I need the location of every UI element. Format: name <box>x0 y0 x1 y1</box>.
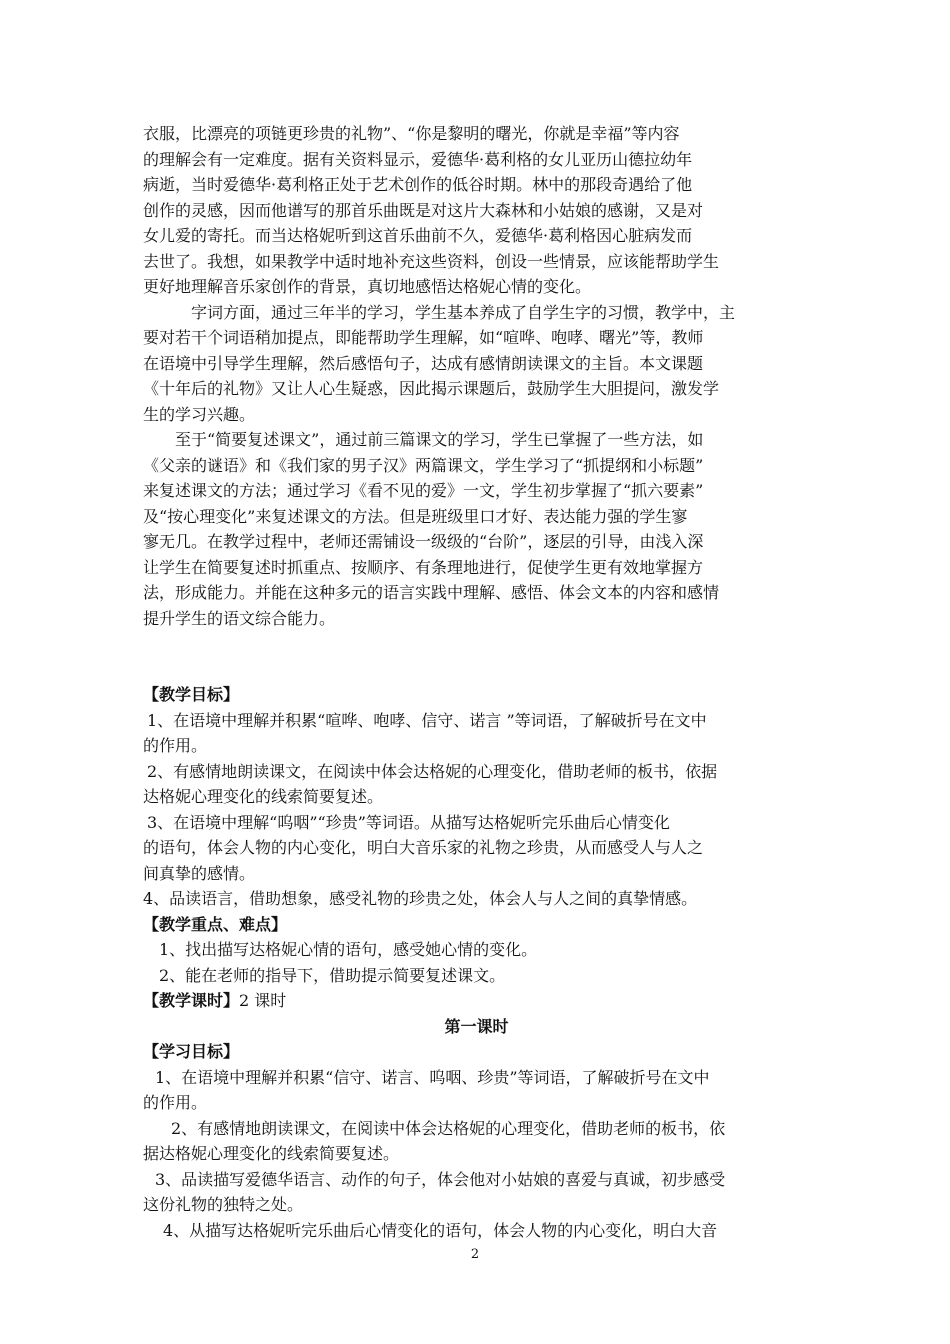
section-spacer <box>143 631 810 682</box>
teaching-goal-item <box>143 708 810 759</box>
text-line: 的语句，体会人物的内心变化，明白大音乐家的礼物之珍贵，从而感受人与人之 <box>143 838 704 857</box>
teaching-goals-list <box>143 708 810 912</box>
text-line: 间真挚的感情。 <box>143 863 256 883</box>
key-point-item: 2、能在老师的指导下，借助提示简要复述课文。 <box>159 965 506 985</box>
text-line: 去世了。我想，如果教学中适时地补充这些资料，创设一些情景，应该能帮助学生 <box>143 251 720 271</box>
text-line: 来复述课文的方法；通过学习《看不见的爱》一文，学生初步掌握了“抓六要素” <box>143 481 704 500</box>
teaching-goal-item <box>143 759 810 810</box>
text-line: 更好地理解音乐家创作的背景，真切地感悟达格妮心情的变化。 <box>143 277 592 296</box>
text-line: 字词方面，通过三年半的学习，学生基本养成了自学生字的习惯，教学中，主 <box>175 302 736 322</box>
text-line: 生的学习兴趣。 <box>143 404 256 424</box>
body-paragraph <box>143 300 810 428</box>
teaching-hours-label: 【教学课时】 <box>143 991 240 1010</box>
text-line: 创作的灵感，因而他谱写的那首乐曲既是对这片大森林和小姑娘的感谢，又是对 <box>143 200 704 220</box>
learning-goal-item <box>143 1065 810 1116</box>
text-line: 衣服，比漂亮的项链更珍贵的礼物”、“你是黎明的曙光，你就是幸福”等内容 <box>143 124 680 143</box>
page-content <box>143 121 810 1243</box>
learning-goals-list <box>143 1065 810 1244</box>
learning-goal-item <box>143 1167 810 1218</box>
key-points-list <box>143 937 810 988</box>
text-line: 及“按心理变化”来复述课文的方法。但是班级里口才好、表达能力强的学生寥 <box>143 506 688 526</box>
text-line: 的作用。 <box>143 1093 208 1112</box>
learning-goal-item <box>143 1218 810 1244</box>
teaching-hours-value: 2 课时 <box>239 991 287 1010</box>
text-line: 3、品读描写爱德华语言、动作的句子，体会他对小姑娘的喜爱与真诚，初步感受 <box>155 1169 726 1189</box>
text-line: 至于“简要复述课文”，通过前三篇课文的学习，学生已掌握了一些方法，如 <box>175 430 704 449</box>
text-line: 这份礼物的独特之处。 <box>143 1195 304 1214</box>
text-line: 1、在语境中理解并积累“喧哗、咆哮、信守、诺言 ”等词语，了解破折号在文中 <box>147 710 707 730</box>
text-line: 的理解会有一定难度。据有关资料显示，爱德华·葛利格的女儿亚历山德拉幼年 <box>143 149 693 169</box>
text-line: 提升学生的语文综合能力。 <box>143 608 336 628</box>
key-points-heading: 【教学重点、难点】 <box>143 914 288 934</box>
teaching-goal-item <box>143 810 810 887</box>
page-number: 2 <box>470 1247 480 1262</box>
text-line: 4、从描写达格妮听完乐曲后心情变化的语句，体会人物的内心变化，明白大音 <box>163 1220 718 1240</box>
text-line: 4、品读语言，借助想象，感受礼物的珍贵之处，体会人与人之间的真挚情感。 <box>143 889 698 908</box>
body-paragraphs <box>143 121 810 631</box>
text-line: 2、有感情地朗读课文，在阅读中体会达格妮的心理变化，借助老师的板书，依 <box>171 1118 726 1138</box>
body-paragraph <box>143 427 810 631</box>
text-line: 《十年后的礼物》又让人心生疑惑，因此揭示课题后，鼓励学生大胆提问，激发学 <box>143 379 720 398</box>
text-line: 寥无几。在教学过程中，老师还需铺设一级级的“台阶”，逐层的引导，由浅入深 <box>143 532 704 551</box>
text-line: 法，形成能力。并能在这种多元的语言实践中理解、感悟、体会文本的内容和感情 <box>143 583 720 602</box>
text-line: 的作用。 <box>143 736 208 755</box>
text-line: 2、有感情地朗读课文，在阅读中体会达格妮的心理变化，借助老师的板书，依据 <box>147 761 718 781</box>
text-line: 《父亲的谜语》和《我们家的男子汉》两篇课文，学生学习了“抓提纲和小标题” <box>143 455 704 475</box>
text-line: 达格妮心理变化的线索简要复述。 <box>143 787 384 806</box>
text-line: 让学生在简要复述时抓重点、按顺序、有条理地进行，促使学生更有效地掌握方 <box>143 557 704 577</box>
text-line: 1、在语境中理解并积累“信守、诺言、呜咽、珍贵”等词语，了解破折号在文中 <box>155 1067 710 1087</box>
teaching-goals-heading: 【教学目标】 <box>143 685 240 704</box>
key-point-item: 1、找出描写达格妮心情的语句，感受她心情的变化。 <box>159 940 538 959</box>
text-line: 病逝，当时爱德华·葛利格正处于艺术创作的低谷时期。林中的那段奇遇给了他 <box>143 175 693 194</box>
text-line: 3、在语境中理解“呜咽”“珍贵”等词语。从描写达格妮听完乐曲后心情变化 <box>147 812 670 832</box>
teaching-hours <box>143 988 810 1014</box>
learning-goals-heading: 【学习目标】 <box>143 1042 240 1061</box>
text-line: 要对若干个词语稍加提点，即能帮助学生理解，如“喧哗、咆哮、曙光”等，教师 <box>143 328 704 347</box>
body-paragraph <box>143 121 810 300</box>
learning-goal-item <box>143 1116 810 1167</box>
lesson-title: 第一课时 <box>444 1016 509 1036</box>
teaching-goal-item <box>143 886 810 912</box>
text-line: 据达格妮心理变化的线索简要复述。 <box>143 1144 400 1163</box>
text-line: 在语境中引导学生理解，然后感悟句子，达成有感情朗读课文的主旨。本文课题 <box>143 353 704 373</box>
text-line: 女儿爱的寄托。而当达格妮听到这首乐曲前不久，爱德华·葛利格因心脏病发而 <box>143 226 693 245</box>
